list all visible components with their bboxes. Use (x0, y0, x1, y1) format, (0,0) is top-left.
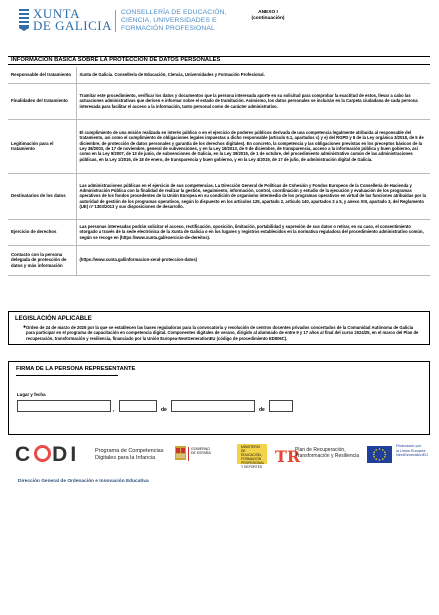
anexo-label (238, 10, 298, 21)
row-label: Legitimación para el tratamiento (8, 119, 76, 173)
xunta-emblem-icon (18, 9, 30, 31)
logo-line-1: XUNTA (33, 6, 80, 21)
row-value: Las personas interesadas podrán solicitar el acceso, rectificación, oposición, limitación, portabilidad y supresión de sus datos o retirar, en su caso, el consentimiento otorgado a través de la sede electrónica de la Xunta de Galicia o en los lugares y registros establecidos en la normativa reguladora del procedimiento administrativo común, según se recoge en (https://www.xunta.gal/exercicio-de-dereitos). (76, 219, 430, 245)
eu-line-1: Financiado por (396, 444, 422, 448)
eu-line-3: NextGenerationEU (396, 453, 428, 458)
recovery-line-2: Transformación y Resiliencia (295, 453, 360, 459)
recovery-plan-name (295, 447, 359, 459)
gov-line-1: GOBIERNO (191, 447, 210, 451)
row-value: Tramitar este procedimiento, verificar los datos y documentos que la persona interesada aporte en su solicitud para comprobar la exactitud de estos, llevar a cabo las actuaciones administrativas que deriven e informar sobre el estado de tramitación. Asimismo, los datos personales se incluirán en la Carpeta ciudadana de cada persona interesada para facilitar el acceso a la información, tanto personal como de carácter administrativo. (76, 83, 430, 119)
ministry-logo (237, 444, 267, 468)
de-separator-1: de (161, 407, 167, 413)
row-value: El cumplimiento de una misión realizada en interés público o en el ejercicio de poderes públicos derivada de una competencia legalmente atribuida al responsable del tratamiento, así como el cumplimiento de obligaciones legales impuestas a dicho responsable (artículo 6.1, apartados c) y e) del RGPD y 8 de la Ley orgánica 3/2018, de 5 de diciembre, de protección de datos personales y garantía de los derechos digitales). En concreto, la competencia y las obligaciones previstas en los preceptos básicos de la Ley 38/2003, de 17 de noviembre, general de subvenciones, y en la Ley 19/2013, de 9 de diciembre, de transparencia, acceso a la información pública y buen gobierno, así como en la Ley 9/2007, de 13 de junio, de subvenciones de Galicia, en la Ley 39/2015, de 1 de octubre, del procedimiento administrativo común de las administraciones públicas, en la Ley 1/2016, de 18 de enero, de transparencia y buen gobierno, y en la Ley 4/2019, de 17 de julio, de administración digital de Galicia. (76, 119, 430, 173)
day-field[interactable] (119, 400, 157, 412)
row-label: Finalidades del tratamiento (8, 83, 76, 119)
month-field[interactable] (171, 400, 255, 412)
xunta-logo (18, 8, 112, 32)
gov-name (191, 447, 211, 455)
anexo-title: ANEXO I (258, 10, 278, 15)
signature-box (8, 361, 430, 435)
codi-letter-c: C (15, 443, 34, 466)
consejeria-line-3: FORMACIÓN PROFESIONAL (121, 25, 215, 32)
recovery-plan-mark: TR (275, 447, 301, 466)
table-row (8, 245, 430, 275)
ministry-line-3: FORMACIÓN PROFESIONAL (241, 456, 265, 465)
data-protection-table (8, 67, 430, 276)
table-row (8, 219, 430, 245)
gov-divider (188, 447, 189, 461)
document-header (18, 8, 423, 48)
logo-line-2: DE GALICIA (33, 18, 113, 33)
program-name (95, 448, 163, 461)
ministry-name (241, 446, 267, 469)
row-label: Destinatarios de los datos (8, 173, 76, 219)
eu-line-2: la Unión Europea (396, 448, 426, 453)
legislation-box (8, 311, 430, 345)
table-row (8, 173, 430, 219)
place-date-label: Lugar y fecha (17, 392, 46, 397)
anexo-subtitle: (continuación) (251, 15, 285, 21)
year-field[interactable] (269, 400, 293, 412)
table-row (8, 67, 430, 83)
comma-separator: , (113, 407, 115, 413)
program-line-2: Digitales para la Infancia (95, 454, 156, 461)
legislation-text: Orden de 24 de marzo de 2025 por la que se establecen las bases reguladoras para la convocatoria y resolución de centros docentes privados concertados de la Comunidad Autónoma de Galicia para participar en el programa de capacitación en competencia digital. Componentes digitales de verano, dirigido al alumnado de entre 9 y 17 años al final del curso 2024/25, en el marco del Plan de recuperación, transformación y resiliencia, financiado por la Unión Europea-NextGenerationEU (código de procedimiento ED506C). (26, 325, 419, 341)
spain-coat-of-arms-icon (175, 446, 186, 460)
de-separator-2: de (259, 407, 265, 413)
table-row (8, 119, 430, 173)
consejeria-line-2: CIENCIA, UNIVERSIDADES E (121, 17, 217, 24)
funding-logos (15, 443, 428, 469)
codi-o-icon (34, 445, 51, 462)
header-divider (115, 10, 116, 32)
ministry-line-2: DE EDUCACIÓN, (241, 448, 262, 457)
row-label: Ejercicio de derechos (8, 219, 76, 245)
ministry-line-1: MINISTERIO (241, 445, 261, 449)
ministry-line-4: Y DEPORTES (241, 464, 263, 469)
row-label: Contacto con la persona delegada de protección de datos y más información (8, 245, 76, 275)
place-field[interactable] (17, 400, 111, 412)
eu-flag-icon (367, 446, 392, 463)
row-value: Xunta de Galicia. Consellería de Educación, Ciencia, Universidades y Formación Profesional. (76, 67, 430, 83)
table-row (8, 83, 430, 119)
consejeria-line-1: CONSELLERÍA DE EDUCACIÓN, (121, 9, 227, 16)
consejeria-name (121, 9, 227, 33)
row-value: Las administraciones públicas en el ejercicio de sus competencias. La Dirección General de Políticas de Cohesión y Fondos Europeos de la Consellería de Hacienda y Administración Pública con la finalidad de realizar la gestión, seguimiento, información, control, coordinación y estudio de la ejecución y evaluación de los programas operativos de los fondos procedentes de la Unión Europea en su condición de organismo intermedio de los programas operativos en virtud de las funciones atribuidas por la autoridad de gestión de los programas operativos, según lo dispuesto en los artículos 125, apartado 2, artículo 140, apartados 3 a 5, y anexo XIII, apartado 3, del Reglamento (UE) nº 1303/2013 y sus disposiciones de desarrollo. (76, 173, 430, 219)
row-value[interactable]: (https://www.xunta.gal/informacion-xeral-proteccion-datos) (76, 245, 430, 275)
gov-line-2: DE ESPAÑA (191, 451, 211, 455)
codi-letters-di: DI (52, 443, 80, 466)
signature-title-rule (16, 375, 118, 376)
eu-funding-text (396, 444, 428, 458)
recovery-line-1: Plan de Recuperación, (295, 447, 346, 453)
program-line-1: Programa de Competencias (95, 448, 164, 454)
row-label: Responsable del tratamiento (8, 67, 76, 83)
data-protection-title: INFORMACIÓN BÁSICA SOBRE LA PROTECCIÓN DE DATOS PERSONALES (8, 56, 430, 65)
gobierno-espana-logo (175, 444, 225, 468)
signature-title: FIRMA DE LA PERSONA REPRESENTANTE (16, 366, 136, 372)
legislation-title: LEGISLACIÓN APLICABLE (15, 316, 92, 322)
footer-directorate: Dirección General de Ordenación e Innovación Educativa (18, 479, 149, 484)
bullet-icon: ● (23, 324, 27, 330)
codi-logo (15, 443, 79, 467)
